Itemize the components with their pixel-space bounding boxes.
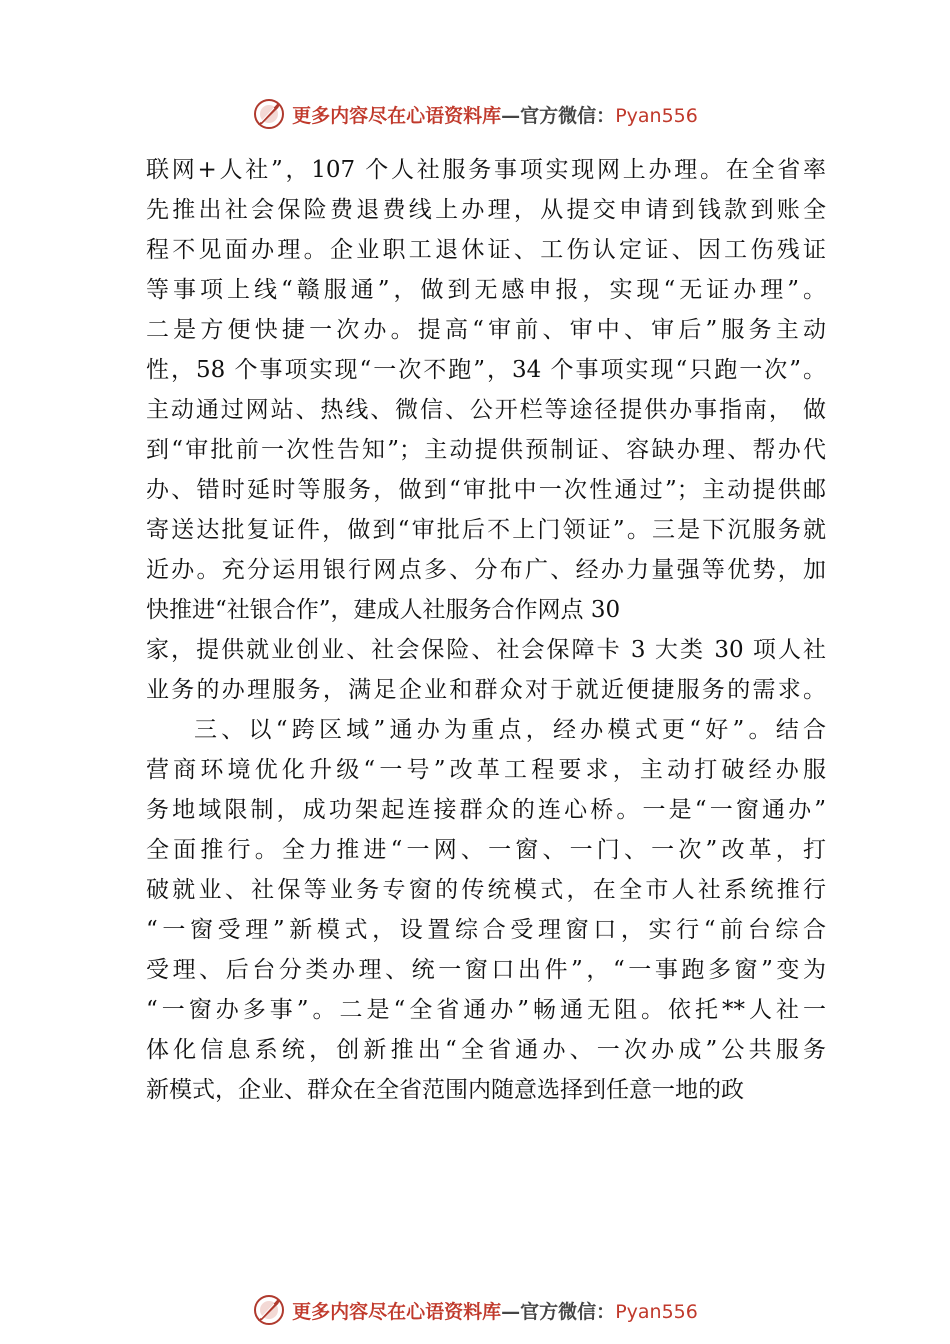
text-line: 全面推行。全力推进“一网、一窗、一门、一次”改革，打: [146, 837, 826, 863]
text-line: 体化信息系统，创新推出“全省通办、一次办成”公共服务: [146, 1037, 826, 1063]
footer-banner: [0, 1290, 950, 1330]
text-line: 破就业、社保等业务专窗的传统模式，在全市人社系统推行: [146, 877, 826, 903]
text-line: 等事项上线“赣服通”，做到无感申报，实现“无证办理”。: [146, 277, 826, 303]
text-line: “一窗受理”新模式，设置综合受理窗口，实行“前台综合: [146, 917, 826, 943]
text-line: 到“审批前一次性告知”；主动提供预制证、容缺办理、帮办代: [146, 437, 826, 463]
banner-wechat: 官方微信：: [520, 104, 616, 127]
text-line: 近办。充分运用银行网点多、分布广、经办力量强等优势，加: [146, 557, 826, 583]
banner-main: 更多内容尽在心语资料库: [292, 104, 502, 127]
banner-id: Pyan556: [615, 1300, 698, 1323]
quill-seal-icon: [252, 97, 286, 131]
paragraph-heading-line: 三、以“跨区域”通办为重点，经办模式更“好”。结合: [194, 717, 826, 743]
document-body: [146, 150, 826, 1110]
text-line: 主动通过网站、热线、微信、公开栏等途径提供办事指南， 做: [146, 397, 826, 423]
text-line: 办、错时延时等服务，做到“审批中一次性通过”；主动提供邮: [146, 477, 826, 503]
banner-dash: —: [501, 1300, 521, 1323]
text-line: “一窗办多事”。二是“全省通办”畅通无阻。依托**人社一: [146, 997, 826, 1023]
text-line: 先推出社会保险费退费线上办理，从提交申请到钱款到账全: [146, 197, 826, 223]
text-line: 性，58 个事项实现“一次不跑”，34 个事项实现“只跑一次”。: [146, 357, 826, 383]
text-line: 家，提供就业创业、社会保险、社会保障卡 3 大类 30 项人社: [146, 637, 826, 663]
banner-text: [292, 1297, 698, 1324]
text-line: 快推进“社银合作”，建成人社服务合作网点 30: [146, 597, 621, 623]
banner-dash: —: [501, 104, 521, 127]
header-banner: [0, 94, 950, 134]
text-line: 寄送达批复证件，做到“审批后不上门领证”。三是下沉服务就: [146, 517, 826, 543]
text-line: 业务的办理服务，满足企业和群众对于就近便捷服务的需求。: [146, 677, 826, 703]
quill-seal-icon: [252, 1293, 286, 1327]
text-line: 务地域限制，成功架起连接群众的连心桥。一是“一窗通办”: [146, 797, 826, 823]
banner-wechat: 官方微信：: [520, 1300, 616, 1323]
banner-id: Pyan556: [615, 104, 698, 127]
text-line: 二是方便快捷一次办。提高“审前、审中、审后”服务主动: [146, 317, 826, 343]
text-line: 联网+人社”，107 个人社服务事项实现网上办理。在全省率: [146, 157, 826, 183]
text-line: 程不见面办理。企业职工退休证、工伤认定证、因工伤残证: [146, 237, 826, 263]
text-line: 受理、后台分类办理、统一窗口出件”，“一事跑多窗”变为: [146, 957, 826, 983]
banner-text: [292, 101, 698, 128]
text-line: 营商环境优化升级“一号”改革工程要求，主动打破经办服: [146, 757, 826, 783]
text-line: 新模式，企业、群众在全省范围内随意选择到任意一地的政: [146, 1077, 744, 1103]
banner-main: 更多内容尽在心语资料库: [292, 1300, 502, 1323]
